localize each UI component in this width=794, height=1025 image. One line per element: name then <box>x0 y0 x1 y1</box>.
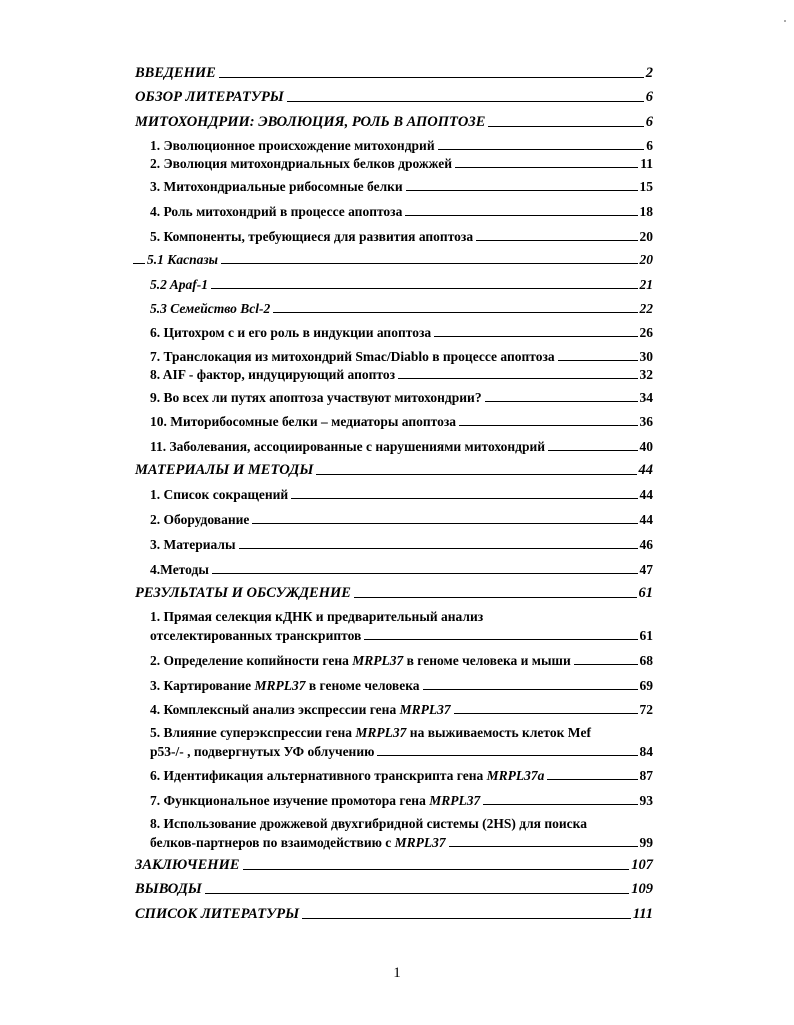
toc-entry <box>150 608 653 643</box>
toc-entry <box>150 139 653 153</box>
leader-line <box>455 167 638 168</box>
toc-entry <box>135 586 653 601</box>
toc-entry-title: p53-/- , подвергнутых УФ облучению <box>150 743 375 759</box>
leader-line <box>454 713 638 714</box>
toc-entry-title: МИТОХОНДРИИ: ЭВОЛЮЦИЯ, РОЛЬ В АПОПТОЗЕ <box>135 113 486 130</box>
toc-entry <box>150 391 653 405</box>
toc-entry-page: 109 <box>631 880 653 897</box>
toc-entry-page: 30 <box>639 348 653 364</box>
toc-entry-page: 20 <box>639 251 653 267</box>
leader-line <box>364 639 637 640</box>
toc-entry-title: МАТЕРИАЛЫ И МЕТОДЫ <box>135 461 314 478</box>
toc-entry <box>150 278 653 292</box>
toc-entry <box>150 157 653 171</box>
leader-line <box>488 126 643 127</box>
toc-entry-page: 22 <box>639 300 653 316</box>
toc-entry <box>150 679 653 693</box>
toc-entry <box>150 326 653 340</box>
leader-underline <box>133 263 145 264</box>
toc-entry-page: 107 <box>631 856 653 873</box>
leader-line <box>483 804 637 805</box>
toc-entry-title: 5.2 Apaf-1 <box>150 276 208 292</box>
leader-line <box>243 869 630 870</box>
toc-entry-title-line1: 1. Прямая селекция кДНК и предварительный анализ <box>150 608 484 624</box>
toc-entry-page: 69 <box>639 677 653 693</box>
leader-line <box>485 401 638 402</box>
toc-entry-page: 44 <box>638 461 653 478</box>
leader-line <box>316 474 636 475</box>
toc-entry-title: 5. Компоненты, требующиеся для развития апоптоза <box>150 228 474 244</box>
leader-line <box>459 425 637 426</box>
toc-entry-title: 7. Функциональное изучение промотора гена MRPL37 <box>150 792 481 808</box>
toc-entry <box>135 90 653 105</box>
toc-entry-title: 6. Цитохром с и его роль в индукции апоптоза <box>150 324 432 340</box>
toc-entry-title: отселектированных транскриптов <box>150 627 362 643</box>
toc-entry-page: 18 <box>639 203 653 219</box>
toc-entry-page: 40 <box>639 438 653 454</box>
toc-entry <box>135 463 653 478</box>
toc-entry-page: 11 <box>640 155 653 171</box>
leader-line <box>211 288 638 289</box>
toc-entry-title: 2. Оборудование <box>150 511 250 527</box>
toc-entry-title-line1: 8. Использование дрожжевой двухгибридной системы (2HS) для поиска <box>150 815 587 831</box>
leader-line <box>449 846 638 847</box>
toc-entry-page: 15 <box>639 178 653 194</box>
toc-entry <box>150 654 653 668</box>
toc-entry <box>150 368 653 382</box>
toc-entry-page: 34 <box>639 389 653 405</box>
toc-entry-title: 1. Список сокращений <box>150 486 289 502</box>
toc-entry-page: 6 <box>645 88 653 105</box>
toc-entry-title: 5.3 Семейство Bcl-2 <box>150 300 271 316</box>
toc-entry <box>150 538 653 552</box>
toc-entry <box>150 563 653 577</box>
leader-line <box>212 573 638 574</box>
toc-entry-page: 72 <box>639 701 653 717</box>
toc-entry <box>150 769 653 783</box>
toc-entry <box>150 230 653 244</box>
leader-line <box>377 755 637 756</box>
leader-line <box>302 918 631 919</box>
toc-entry-page: 20 <box>639 228 653 244</box>
toc-entry <box>150 703 653 717</box>
leader-line <box>354 597 637 598</box>
scan-speck <box>784 20 786 22</box>
leader-line <box>406 190 638 191</box>
toc-entry-title: 5.1 Каспазы <box>147 251 219 267</box>
toc-entry-title: 4.Методы <box>150 561 209 577</box>
toc-entry-title: 4. Комплексный анализ экспрессии гена MRPL37 <box>150 701 451 717</box>
toc-entry-title: 11. Заболевания, ассоциированные с нарушениями митохондрий <box>150 438 546 454</box>
leader-line <box>405 215 637 216</box>
leader-line <box>574 664 638 665</box>
toc-entry <box>133 253 653 267</box>
toc-entry-title: 1. Эволюционное происхождение митохондрий <box>150 137 435 153</box>
toc-entry <box>135 66 653 81</box>
toc-entry-title: ВВЕДЕНИЕ <box>135 64 216 81</box>
toc-entry <box>135 907 653 922</box>
toc-entry-title: 8. AIF - фактор, индуцирующий апоптоз <box>150 366 396 382</box>
toc-entry-page: 61 <box>638 584 653 601</box>
toc-entry <box>150 724 653 759</box>
toc-entry-title: ОБЗОР ЛИТЕРАТУРЫ <box>135 88 284 105</box>
toc-entry-title: 2. Определение копийности гена MRPL37 в геноме человека и мыши <box>150 652 571 668</box>
leader-line <box>434 336 637 337</box>
toc-entry <box>135 858 653 873</box>
toc-entry-title: 4. Роль митохондрий в процессе апоптоза <box>150 203 403 219</box>
toc-entry <box>150 794 653 808</box>
toc-entry-title: 3. Материалы <box>150 536 236 552</box>
toc-entry <box>135 115 653 130</box>
toc-entry-page: 84 <box>639 743 653 759</box>
toc-entry <box>150 350 653 364</box>
toc-entry <box>150 440 653 454</box>
toc-entry-title: 10. Миторибосомные белки – медиаторы апоптоза <box>150 413 457 429</box>
toc-entry-page: 99 <box>639 834 653 850</box>
toc-entry-title: белков-партнеров по взаимодействию с MRPL37 <box>150 834 446 850</box>
toc-entry-page: 6 <box>645 113 653 130</box>
leader-line <box>221 263 637 264</box>
toc-entry-page: 44 <box>639 511 653 527</box>
toc-entry-page: 44 <box>639 486 653 502</box>
toc-entry-title: 9. Во всех ли путях апоптоза участвуют митохондрии? <box>150 389 482 405</box>
leader-line <box>291 498 637 499</box>
leader-line <box>252 523 637 524</box>
leader-line <box>438 149 645 150</box>
toc-entry-page: 47 <box>639 561 653 577</box>
toc-entry-title: 2. Эволюция митохондриальных белков дрожжей <box>150 155 453 171</box>
leader-line <box>219 77 644 78</box>
toc-entry-page: 36 <box>639 413 653 429</box>
toc-entry-page: 6 <box>646 137 653 153</box>
toc-entry <box>150 302 653 316</box>
toc-entry-page: 93 <box>639 792 653 808</box>
leader-line <box>239 548 638 549</box>
toc-entry-page: 111 <box>632 905 653 922</box>
leader-line <box>423 689 638 690</box>
leader-line <box>476 240 637 241</box>
toc-entry-title: ЗАКЛЮЧЕНИЕ <box>135 856 240 873</box>
toc-entry-title: 7. Транслокация из митохондрий Smac/Diablo в процессе апоптоза <box>150 348 555 364</box>
leader-line <box>398 378 637 379</box>
leader-line <box>273 312 637 313</box>
toc-entry-title: 3. Картирование MRPL37 в геноме человека <box>150 677 420 693</box>
toc-entry <box>150 180 653 194</box>
toc-entry-title: 3. Митохондриальные рибосомные белки <box>150 178 403 194</box>
leader-line <box>548 450 637 451</box>
toc-entry <box>150 815 653 850</box>
toc-entry-page: 32 <box>639 366 653 382</box>
toc-entry-page: 26 <box>639 324 653 340</box>
toc-entry <box>135 882 653 897</box>
leader-line <box>558 360 638 361</box>
toc-entry-page: 68 <box>639 652 653 668</box>
toc-entry <box>150 415 653 429</box>
toc-entry-title-line1: 5. Влияние суперэкспрессии гена MRPL37 на выживаемость клеток Mef <box>150 724 591 740</box>
toc-entry <box>150 513 653 527</box>
toc-entry-page: 61 <box>639 627 653 643</box>
leader-line <box>547 779 637 780</box>
toc-entry-title: ВЫВОДЫ <box>135 880 202 897</box>
toc-entry <box>150 205 653 219</box>
toc-entry-page: 2 <box>645 64 653 81</box>
page-number: 1 <box>393 965 401 981</box>
leader-line <box>287 101 644 102</box>
leader-line <box>205 893 629 894</box>
toc-entry-page: 21 <box>639 276 653 292</box>
toc-entry <box>150 488 653 502</box>
toc-entry-title: 6. Идентификация альтернативного транскрипта гена MRPL37a <box>150 767 545 783</box>
toc-entry-page: 87 <box>639 767 653 783</box>
toc-entry-title: СПИСОК ЛИТЕРАТУРЫ <box>135 905 300 922</box>
toc-entry-title: РЕЗУЛЬТАТЫ И ОБСУЖДЕНИЕ <box>135 584 351 601</box>
toc-entry-page: 46 <box>639 536 653 552</box>
